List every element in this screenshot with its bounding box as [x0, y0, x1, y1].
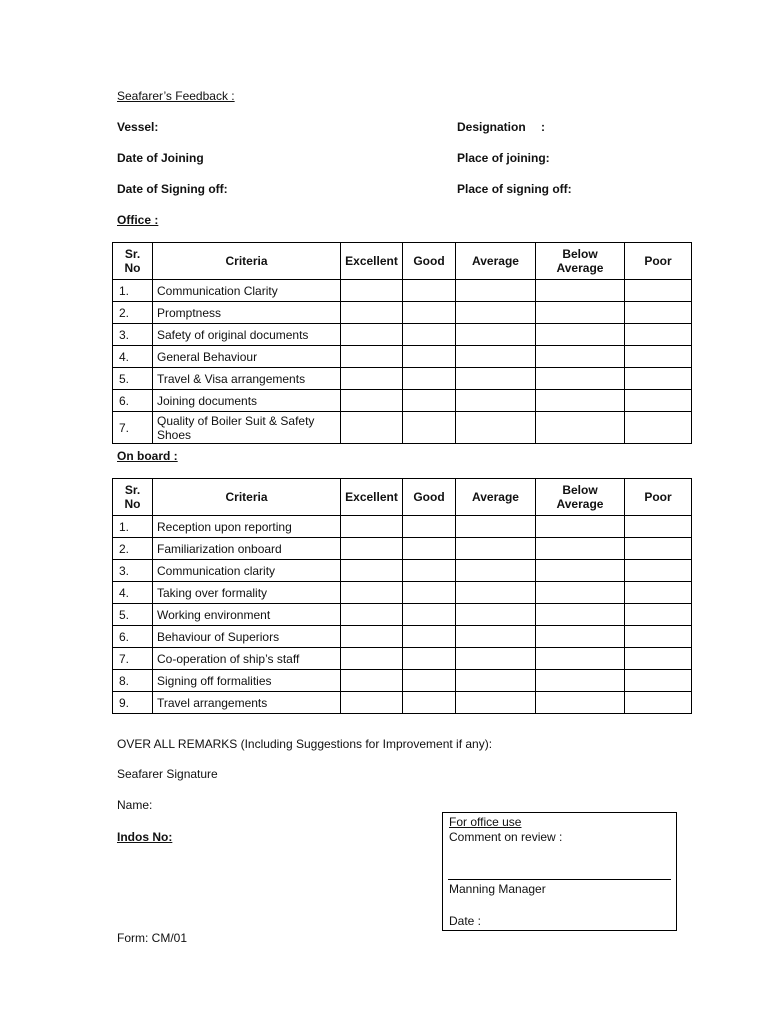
- rating-average-cell[interactable]: [456, 516, 536, 538]
- rating-average-cell[interactable]: [456, 324, 536, 346]
- rating-below-average-cell[interactable]: [536, 324, 625, 346]
- rating-average-cell[interactable]: [456, 648, 536, 670]
- rating-good-cell[interactable]: [403, 412, 456, 444]
- table-row: [113, 368, 692, 390]
- row-number: 2.: [113, 538, 153, 560]
- office-use-box: [442, 812, 677, 931]
- rating-good-cell[interactable]: [403, 516, 456, 538]
- rating-average-cell[interactable]: [456, 368, 536, 390]
- rating-average-cell[interactable]: [456, 582, 536, 604]
- rating-average-cell[interactable]: [456, 692, 536, 714]
- rating-good-cell[interactable]: [403, 346, 456, 368]
- rating-poor-cell[interactable]: [625, 626, 692, 648]
- rating-good-cell[interactable]: [403, 560, 456, 582]
- table-row: [113, 280, 692, 302]
- rating-below-average-cell[interactable]: [536, 390, 625, 412]
- place-of-signing-off-label: Place of signing off:: [457, 182, 572, 196]
- rating-poor-cell[interactable]: [625, 582, 692, 604]
- manning-manager-label: Manning Manager: [449, 882, 546, 896]
- row-number: 8.: [113, 670, 153, 692]
- rating-average-cell[interactable]: [456, 670, 536, 692]
- table-row: [113, 302, 692, 324]
- office-section-label: Office :: [117, 213, 159, 227]
- header-criteria: Criteria: [153, 243, 341, 280]
- rating-average-cell[interactable]: [456, 346, 536, 368]
- row-number: 7.: [113, 412, 153, 444]
- table-row: [113, 538, 692, 560]
- row-number: 5.: [113, 368, 153, 390]
- rating-excellent-cell[interactable]: [341, 412, 403, 444]
- row-criteria: Joining documents: [153, 390, 341, 412]
- office-use-title: For office use: [449, 815, 522, 829]
- row-criteria: Behaviour of Superiors: [153, 626, 341, 648]
- vessel-label: Vessel:: [117, 120, 159, 134]
- table-header-row: [113, 479, 692, 516]
- rating-good-cell[interactable]: [403, 324, 456, 346]
- rating-poor-cell[interactable]: [625, 604, 692, 626]
- row-number: 6.: [113, 390, 153, 412]
- row-criteria: Signing off formalities: [153, 670, 341, 692]
- rating-poor-cell[interactable]: [625, 390, 692, 412]
- place-of-joining-label: Place of joining:: [457, 151, 550, 165]
- header-sr-no: Sr. No: [113, 243, 153, 280]
- header-poor: Poor: [625, 479, 692, 516]
- row-number: 3.: [113, 324, 153, 346]
- comment-line-divider: [448, 879, 671, 880]
- rating-excellent-cell[interactable]: [341, 346, 403, 368]
- header-good: Good: [403, 243, 456, 280]
- name-label: Name:: [117, 798, 153, 812]
- row-number: 2.: [113, 302, 153, 324]
- header-average: Average: [456, 479, 536, 516]
- rating-below-average-cell[interactable]: [536, 412, 625, 444]
- rating-good-cell[interactable]: [403, 390, 456, 412]
- row-number: 6.: [113, 626, 153, 648]
- header-excellent: Excellent: [341, 479, 403, 516]
- table-row: [113, 412, 692, 444]
- date-of-signing-off-label: Date of Signing off:: [117, 182, 228, 196]
- rating-poor-cell[interactable]: [625, 368, 692, 390]
- rating-poor-cell[interactable]: [625, 412, 692, 444]
- rating-average-cell[interactable]: [456, 302, 536, 324]
- indos-no-label: Indos No:: [117, 830, 173, 844]
- table-row: [113, 670, 692, 692]
- rating-excellent-cell[interactable]: [341, 302, 403, 324]
- rating-poor-cell[interactable]: [625, 670, 692, 692]
- table-row: [113, 324, 692, 346]
- rating-below-average-cell[interactable]: [536, 346, 625, 368]
- rating-below-average-cell[interactable]: [536, 560, 625, 582]
- rating-good-cell[interactable]: [403, 626, 456, 648]
- table-row: [113, 560, 692, 582]
- rating-good-cell[interactable]: [403, 692, 456, 714]
- table-row: [113, 516, 692, 538]
- row-criteria: Taking over formality: [153, 582, 341, 604]
- rating-good-cell[interactable]: [403, 670, 456, 692]
- header-poor: Poor: [625, 243, 692, 280]
- rating-good-cell[interactable]: [403, 368, 456, 390]
- row-criteria: General Behaviour: [153, 346, 341, 368]
- rating-excellent-cell[interactable]: [341, 368, 403, 390]
- rating-average-cell[interactable]: [456, 412, 536, 444]
- row-number: 9.: [113, 692, 153, 714]
- rating-poor-cell[interactable]: [625, 516, 692, 538]
- rating-good-cell[interactable]: [403, 648, 456, 670]
- row-number: 5.: [113, 604, 153, 626]
- table-row: [113, 390, 692, 412]
- row-number: 1.: [113, 516, 153, 538]
- table-row: [113, 604, 692, 626]
- row-criteria: Communication clarity: [153, 560, 341, 582]
- rating-poor-cell[interactable]: [625, 280, 692, 302]
- rating-poor-cell[interactable]: [625, 692, 692, 714]
- table-row: [113, 692, 692, 714]
- header-sr-no: Sr. No: [113, 479, 153, 516]
- rating-average-cell[interactable]: [456, 560, 536, 582]
- rating-below-average-cell[interactable]: [536, 538, 625, 560]
- header-below-average: Below Average: [536, 243, 625, 280]
- rating-excellent-cell[interactable]: [341, 604, 403, 626]
- form-title: Seafarer’s Feedback :: [117, 89, 235, 103]
- rating-good-cell[interactable]: [403, 604, 456, 626]
- table-row: [113, 648, 692, 670]
- rating-excellent-cell[interactable]: [341, 538, 403, 560]
- rating-average-cell[interactable]: [456, 280, 536, 302]
- header-excellent: Excellent: [341, 243, 403, 280]
- header-criteria: Criteria: [153, 479, 341, 516]
- row-criteria: Working environment: [153, 604, 341, 626]
- table-header-row: [113, 243, 692, 280]
- rating-poor-cell[interactable]: [625, 346, 692, 368]
- rating-excellent-cell[interactable]: [341, 692, 403, 714]
- row-number: 3.: [113, 560, 153, 582]
- designation-colon: :: [541, 120, 545, 134]
- rating-below-average-cell[interactable]: [536, 670, 625, 692]
- rating-excellent-cell[interactable]: [341, 670, 403, 692]
- rating-excellent-cell[interactable]: [341, 626, 403, 648]
- rating-poor-cell[interactable]: [625, 302, 692, 324]
- row-criteria: Communication Clarity: [153, 280, 341, 302]
- rating-excellent-cell[interactable]: [341, 582, 403, 604]
- row-number: 1.: [113, 280, 153, 302]
- row-number: 7.: [113, 648, 153, 670]
- overall-remarks-label: OVER ALL REMARKS (Including Suggestions for Improvement if any):: [117, 737, 493, 751]
- rating-good-cell[interactable]: [403, 302, 456, 324]
- row-number: 4.: [113, 346, 153, 368]
- rating-poor-cell[interactable]: [625, 324, 692, 346]
- rating-good-cell[interactable]: [403, 280, 456, 302]
- row-criteria: Safety of original documents: [153, 324, 341, 346]
- rating-below-average-cell[interactable]: [536, 626, 625, 648]
- rating-poor-cell[interactable]: [625, 538, 692, 560]
- rating-excellent-cell[interactable]: [341, 390, 403, 412]
- header-good: Good: [403, 479, 456, 516]
- row-criteria: Promptness: [153, 302, 341, 324]
- row-criteria: Quality of Boiler Suit & Safety Shoes: [153, 412, 341, 444]
- table-row: [113, 626, 692, 648]
- rating-below-average-cell[interactable]: [536, 302, 625, 324]
- rating-below-average-cell[interactable]: [536, 582, 625, 604]
- rating-average-cell[interactable]: [456, 604, 536, 626]
- comment-on-review-label: Comment on review :: [449, 830, 563, 844]
- rating-excellent-cell[interactable]: [341, 516, 403, 538]
- rating-good-cell[interactable]: [403, 538, 456, 560]
- row-criteria: Co-operation of ship’s staff: [153, 648, 341, 670]
- header-average: Average: [456, 243, 536, 280]
- table-row: [113, 346, 692, 368]
- header-below-average: Below Average: [536, 479, 625, 516]
- office-feedback-table: [112, 242, 692, 444]
- seafarer-signature-label: Seafarer Signature: [117, 767, 218, 781]
- row-criteria: Reception upon reporting: [153, 516, 341, 538]
- row-number: 4.: [113, 582, 153, 604]
- table-row: [113, 582, 692, 604]
- designation-label: Designation: [457, 120, 526, 134]
- rating-average-cell[interactable]: [456, 538, 536, 560]
- form-code: Form: CM/01: [117, 931, 188, 945]
- rating-poor-cell[interactable]: [625, 560, 692, 582]
- rating-average-cell[interactable]: [456, 390, 536, 412]
- date-of-joining-label: Date of Joining: [117, 151, 204, 165]
- rating-excellent-cell[interactable]: [341, 324, 403, 346]
- rating-below-average-cell[interactable]: [536, 516, 625, 538]
- onboard-feedback-table: [112, 478, 692, 714]
- row-criteria: Familiarization onboard: [153, 538, 341, 560]
- rating-below-average-cell[interactable]: [536, 604, 625, 626]
- rating-below-average-cell[interactable]: [536, 648, 625, 670]
- rating-excellent-cell[interactable]: [341, 280, 403, 302]
- row-criteria: Travel & Visa arrangements: [153, 368, 341, 390]
- rating-below-average-cell[interactable]: [536, 280, 625, 302]
- date-label: Date :: [449, 914, 482, 928]
- rating-excellent-cell[interactable]: [341, 648, 403, 670]
- rating-below-average-cell[interactable]: [536, 368, 625, 390]
- rating-average-cell[interactable]: [456, 626, 536, 648]
- rating-excellent-cell[interactable]: [341, 560, 403, 582]
- rating-good-cell[interactable]: [403, 582, 456, 604]
- rating-poor-cell[interactable]: [625, 648, 692, 670]
- onboard-section-label: On board :: [117, 449, 178, 463]
- rating-below-average-cell[interactable]: [536, 692, 625, 714]
- row-criteria: Travel arrangements: [153, 692, 341, 714]
